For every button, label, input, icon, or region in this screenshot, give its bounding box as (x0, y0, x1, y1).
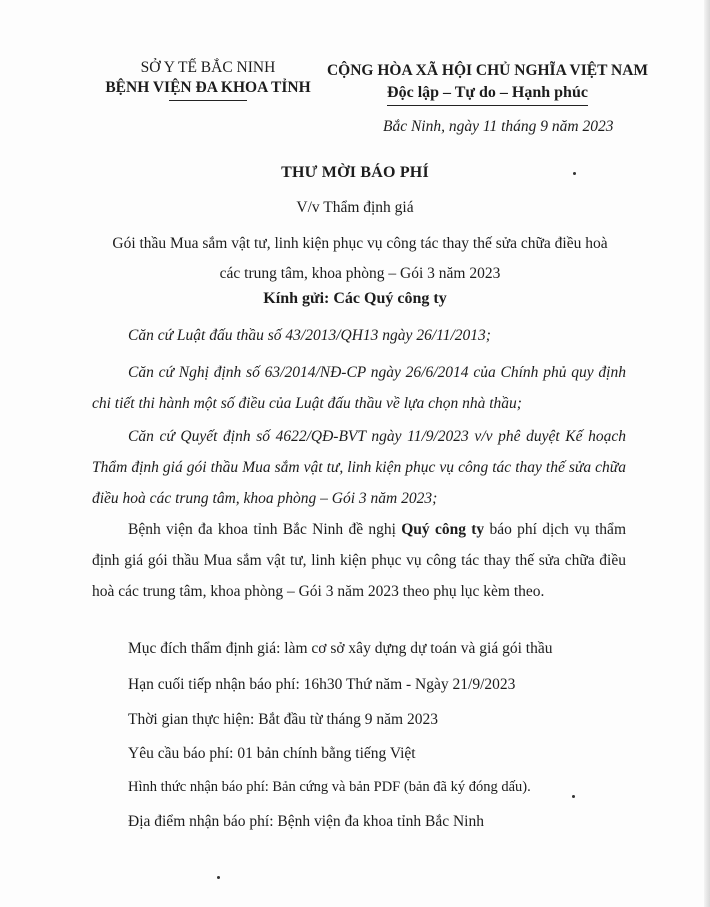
format-item: Hình thức nhận báo phí: Bản cứng và bản PDF (bản đã ký đóng dấu). (128, 779, 531, 795)
national-header (315, 60, 660, 106)
package-name (80, 229, 640, 289)
issue-date: Bắc Ninh, ngày 11 tháng 9 năm 2023 (383, 118, 614, 135)
department-name: SỞ Y TẾ BẮC NINH (140, 59, 276, 76)
requirement-item: Yêu cầu báo phí: 01 bản chính bằng tiếng Việt (128, 745, 416, 762)
hospital-name: BỆNH VIỆN ĐA KHOA TỈNH (105, 79, 311, 96)
request-paragraph (92, 514, 626, 607)
legal-basis-law: Căn cứ Luật đấu thầu số 43/2013/QH13 ngày 26/11/2013; (128, 327, 491, 344)
package-name-line: Gói thầu Mua sắm vật tư, linh kiện phục vụ công tác thay thế sửa chữa điều hoà (112, 235, 608, 252)
page-edge-shadow (704, 0, 710, 907)
recipient-line: Kính gửi: Các Quý công ty (263, 290, 447, 307)
scan-speck (572, 795, 575, 798)
org-underline (169, 100, 247, 101)
location-item: Địa điểm nhận báo phí: Bệnh viện đa khoa tỉnh Bắc Ninh (128, 813, 484, 830)
country-name: CỘNG HÒA XÃ HỘI CHỦ NGHĨA VIỆT NAM (326, 62, 649, 79)
request-text: báo phí dịch vụ thẩm định giá gói thầu Mua sắm vật tư, linh kiện phục vụ công tác thay thế sửa chữa điều hoà các trung tâm, khoa phòng – Gói 3 năm 2023 theo phụ lục kèm theo. (92, 521, 626, 600)
package-name-line: các trung tâm, khoa phòng – Gói 3 năm 2023 (219, 265, 501, 282)
national-motto: Độc lập – Tự do – Hạnh phúc (387, 82, 588, 106)
issuing-organization (88, 58, 328, 101)
purpose-item: Mục đích thẩm định giá: làm cơ sở xây dựng dự toán và giá gói thầu (128, 640, 553, 657)
document-title: THƯ MỜI BÁO PHÍ (281, 164, 429, 181)
deadline-item: Hạn cuối tiếp nhận báo phí: 16h30 Thứ năm - Ngày 21/9/2023 (128, 676, 516, 693)
legal-basis-decision: Căn cứ Quyết định số 4622/QĐ-BVT ngày 11/9/2023 v/v phê duyệt Kế hoạch Thẩm định giá gói thầu Mua sắm vật tư, linh kiện phục vụ công tác thay thế sửa chữa điều hoà các trung tâm, khoa phòng – Gói 3 năm 2023; (92, 428, 626, 507)
legal-basis-decree: Căn cứ Nghị định số 63/2014/NĐ-CP ngày 26/6/2014 của Chính phủ quy định chi tiết thi hành một số điều của Luật đấu thầu về lựa chọn nhà thầu; (92, 364, 626, 412)
duration-item: Thời gian thực hiện: Bắt đầu từ tháng 9 năm 2023 (128, 711, 438, 728)
scan-speck (217, 876, 220, 879)
request-text: Bệnh viện đa khoa tỉnh Bắc Ninh đề nghị (128, 521, 402, 538)
request-addressee: Quý công ty (401, 521, 485, 538)
document-subject: V/v Thẩm định giá (296, 199, 414, 216)
scan-speck (573, 172, 576, 175)
